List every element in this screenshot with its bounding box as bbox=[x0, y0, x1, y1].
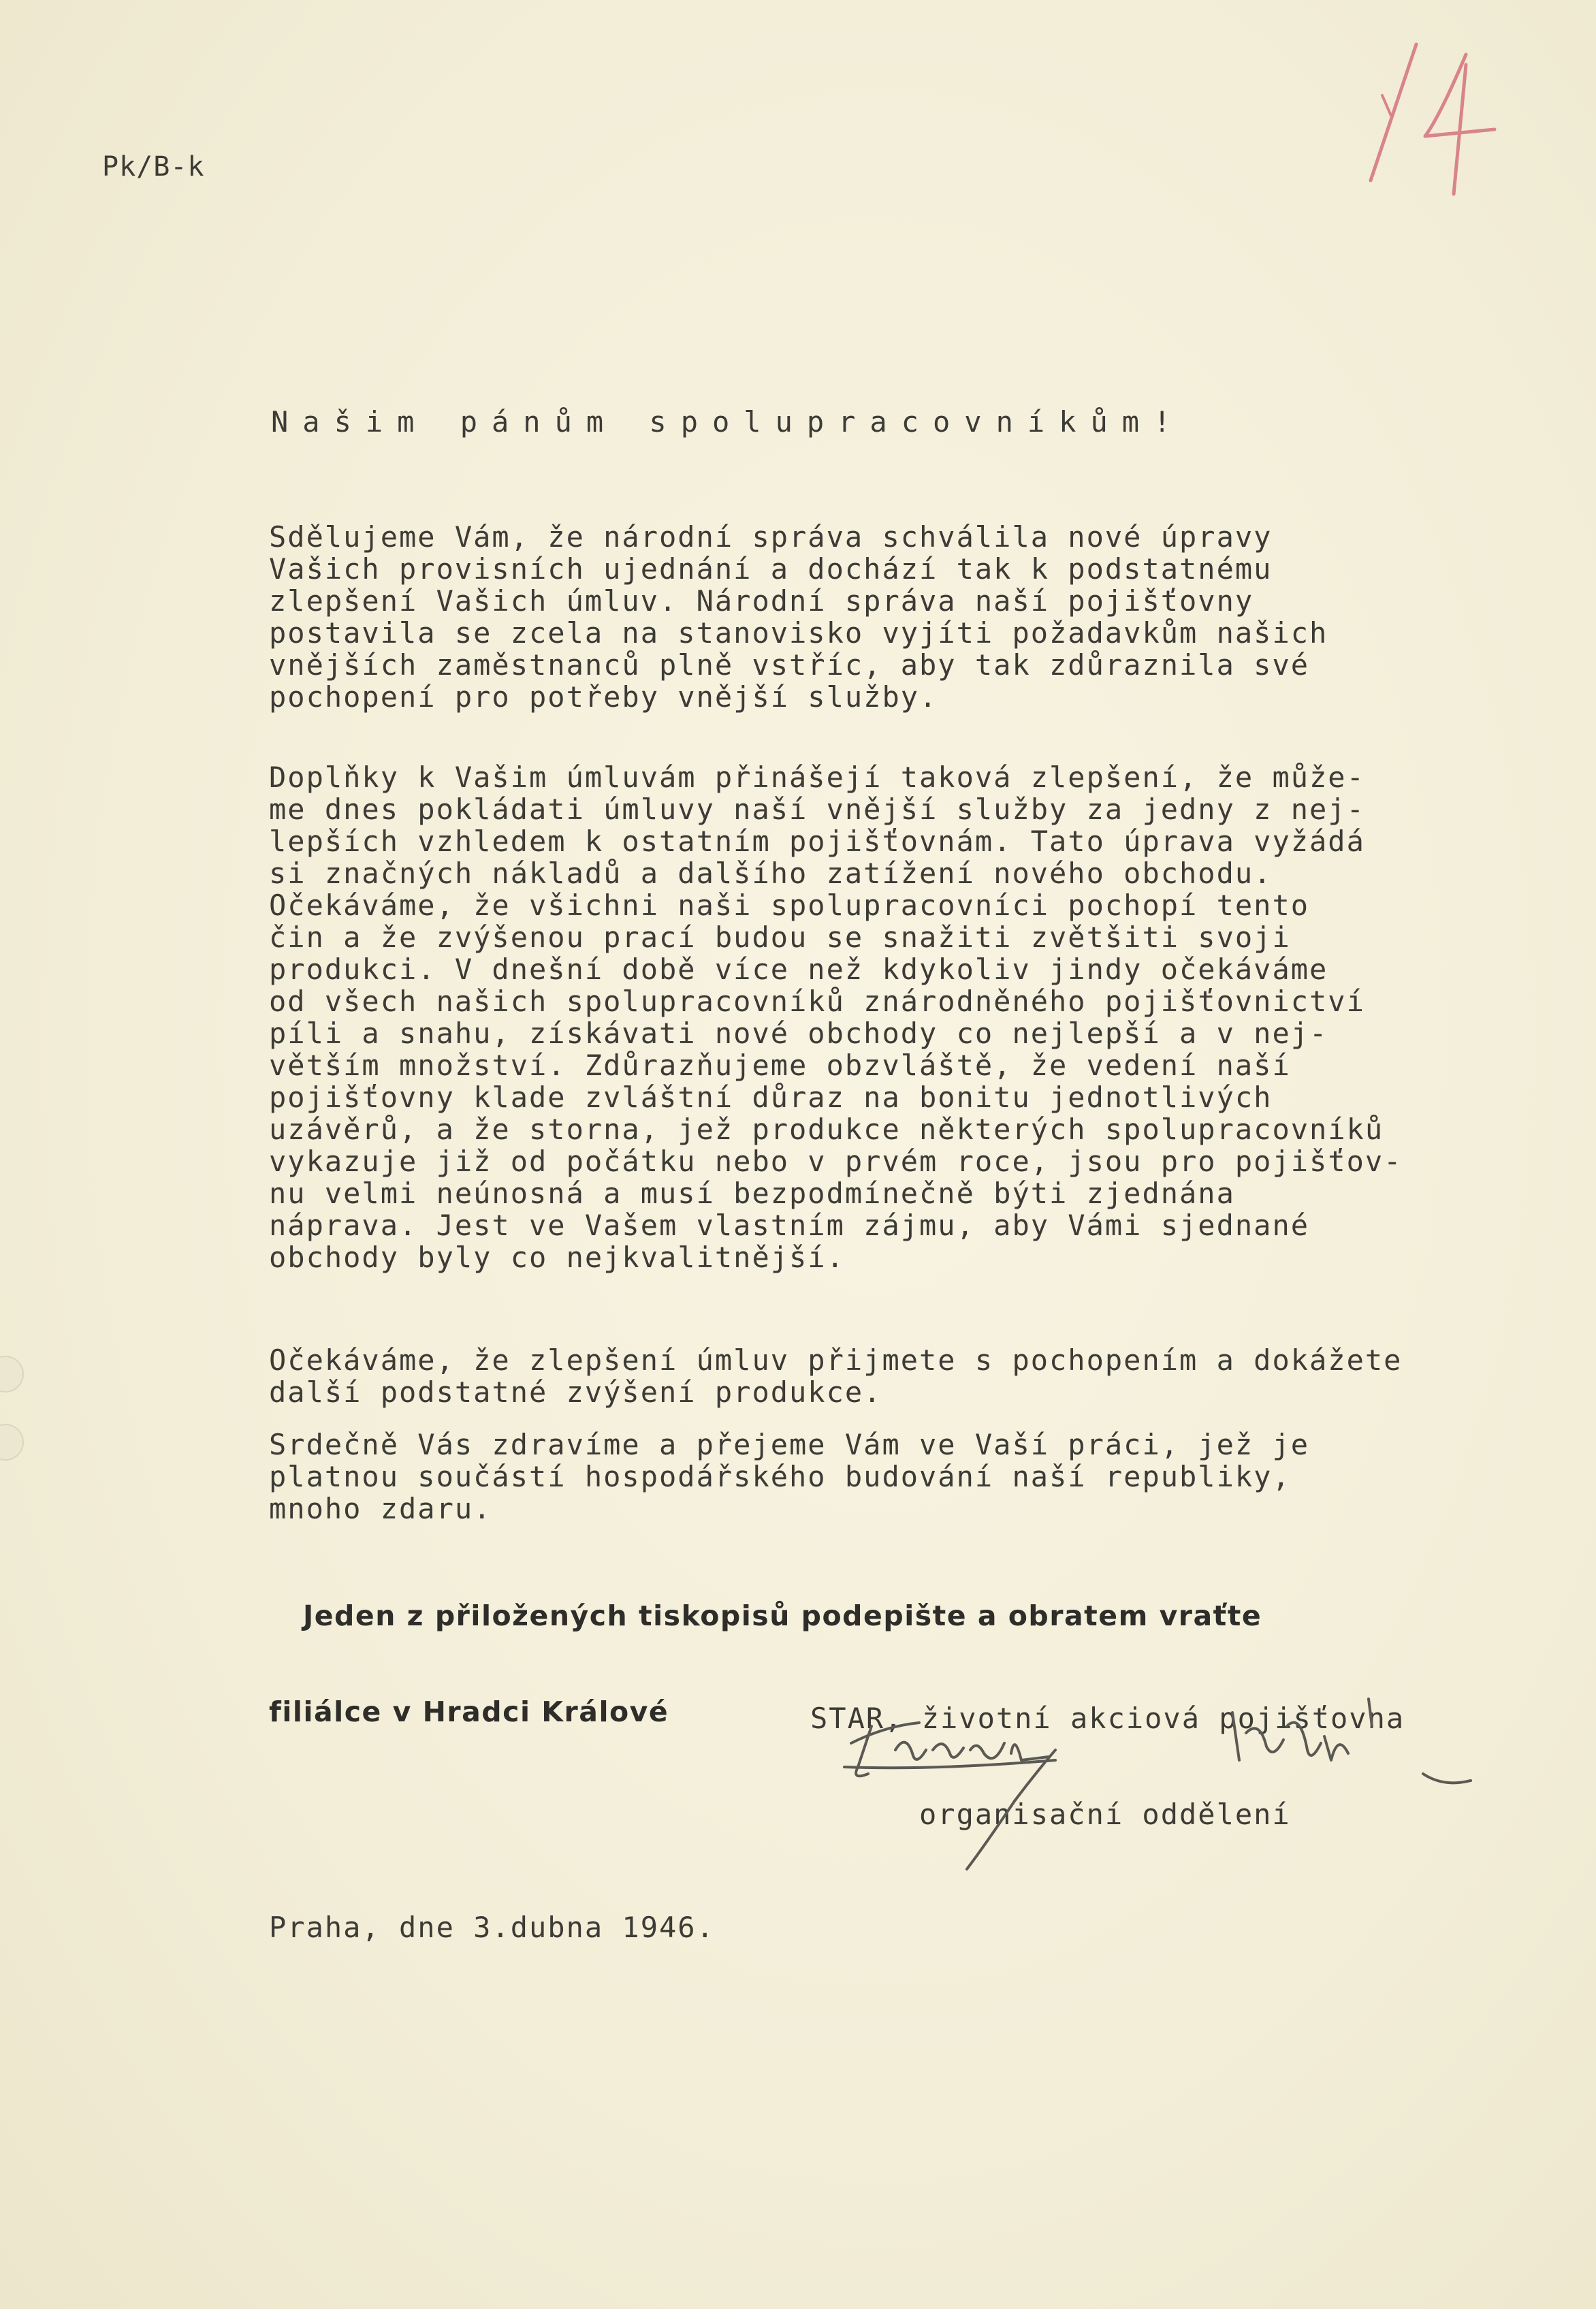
text-line: platnou součástí hospodářského budování naší republiky, bbox=[269, 1460, 1291, 1493]
punch-holes bbox=[0, 1335, 41, 1471]
sender-company: STAR, životní akciová pojišťovna bbox=[810, 1702, 1405, 1735]
sender-department: organisační oddělení bbox=[919, 1798, 1291, 1831]
text-line: od všech našich spolupracovníků znárodněného pojišťovnictví bbox=[269, 985, 1365, 1018]
letter-heading: Našim pánům spolupracovníkům! bbox=[271, 405, 1185, 439]
reference-code: Pk/B-k bbox=[102, 151, 205, 182]
text-line: vykazuje již od počátku nebo v prvém roce, jsou pro pojišťov- bbox=[269, 1145, 1403, 1178]
text-line: Vašich provisních ujednání a dochází tak k podstatnému bbox=[269, 552, 1273, 586]
paragraph-3 bbox=[269, 1344, 1402, 1408]
text-line: me dnes pokládati úmluvy naší vnější služby za jedny z nej- bbox=[269, 793, 1365, 826]
handwritten-page-number bbox=[1352, 34, 1508, 197]
text-line: další podstatné zvýšení produkce. bbox=[269, 1375, 882, 1409]
text-line: Doplňky k Vašim úmluvám přinášejí taková zlepšení, že může- bbox=[269, 761, 1365, 794]
paragraph-2 bbox=[269, 761, 1402, 1273]
text-line: uzávěrů, a že storna, jež produkce některých spolupracovníků bbox=[269, 1113, 1384, 1146]
text-line: produkci. V dnešní době více než kdykoliv jindy očekáváme bbox=[269, 953, 1328, 986]
text-line: nu velmi neúnosná a musí bezpodmínečně býti zjednána bbox=[269, 1177, 1235, 1210]
text-line: píli a snahu, získávati nové obchody co nejlepší a v nej- bbox=[269, 1017, 1328, 1050]
text-line: Očekáváme, že zlepšení úmluv přijmete s pochopením a dokážete bbox=[269, 1343, 1403, 1377]
text-line: mnoho zdaru. bbox=[269, 1492, 492, 1525]
text-line: Sdělujeme Vám, že národní správa schválila nové úpravy bbox=[269, 520, 1273, 554]
text-line: Očekáváme, že všichni naši spolupracovníci pochopí tento bbox=[269, 889, 1310, 922]
text-line: čin a že zvýšenou prací budou se snažiti zvětšiti svoji bbox=[269, 921, 1291, 954]
text-line: obchody byly co nejkvalitnější. bbox=[269, 1241, 845, 1274]
text-line: vnějších zaměstnanců plně vstříc, aby tak zdůraznila své bbox=[269, 648, 1310, 682]
instruction-line: Jeden z přiložených tiskopisů podepište a obratem vraťte bbox=[303, 1599, 1262, 1632]
text-line: postavila se zcela na stanovisko vyjíti požadavkům našich bbox=[269, 616, 1328, 650]
text-line: zlepšení Vašich úmluv. Národní správa naší pojišťovny bbox=[269, 584, 1254, 618]
paragraph-4 bbox=[269, 1429, 1309, 1525]
text-line: si značných nákladů a dalšího zatížení nového obchodu. bbox=[269, 857, 1273, 890]
text-line: náprava. Jest ve Vašem vlastním zájmu, aby Vámi sjednané bbox=[269, 1209, 1310, 1242]
text-line: Srdečně Vás zdravíme a přejeme Vám ve Vaší práci, jež je bbox=[269, 1428, 1310, 1461]
date-line: Praha, dne 3.dubna 1946. bbox=[269, 1911, 715, 1944]
text-line: větším množství. Zdůrazňujeme obzvláště, že vedení naší bbox=[269, 1049, 1291, 1082]
instruction-line: filiálce v Hradci Králové bbox=[269, 1695, 669, 1728]
handwritten-signatures bbox=[831, 1685, 1498, 1903]
paragraph-1 bbox=[269, 521, 1328, 713]
text-line: lepších vzhledem k ostatním pojišťovnám. Tato úprava vyžádá bbox=[269, 825, 1365, 858]
text-line: pochopení pro potřeby vnější služby. bbox=[269, 680, 938, 714]
text-line: pojišťovny klade zvláštní důraz na bonitu jednotlivých bbox=[269, 1081, 1273, 1114]
